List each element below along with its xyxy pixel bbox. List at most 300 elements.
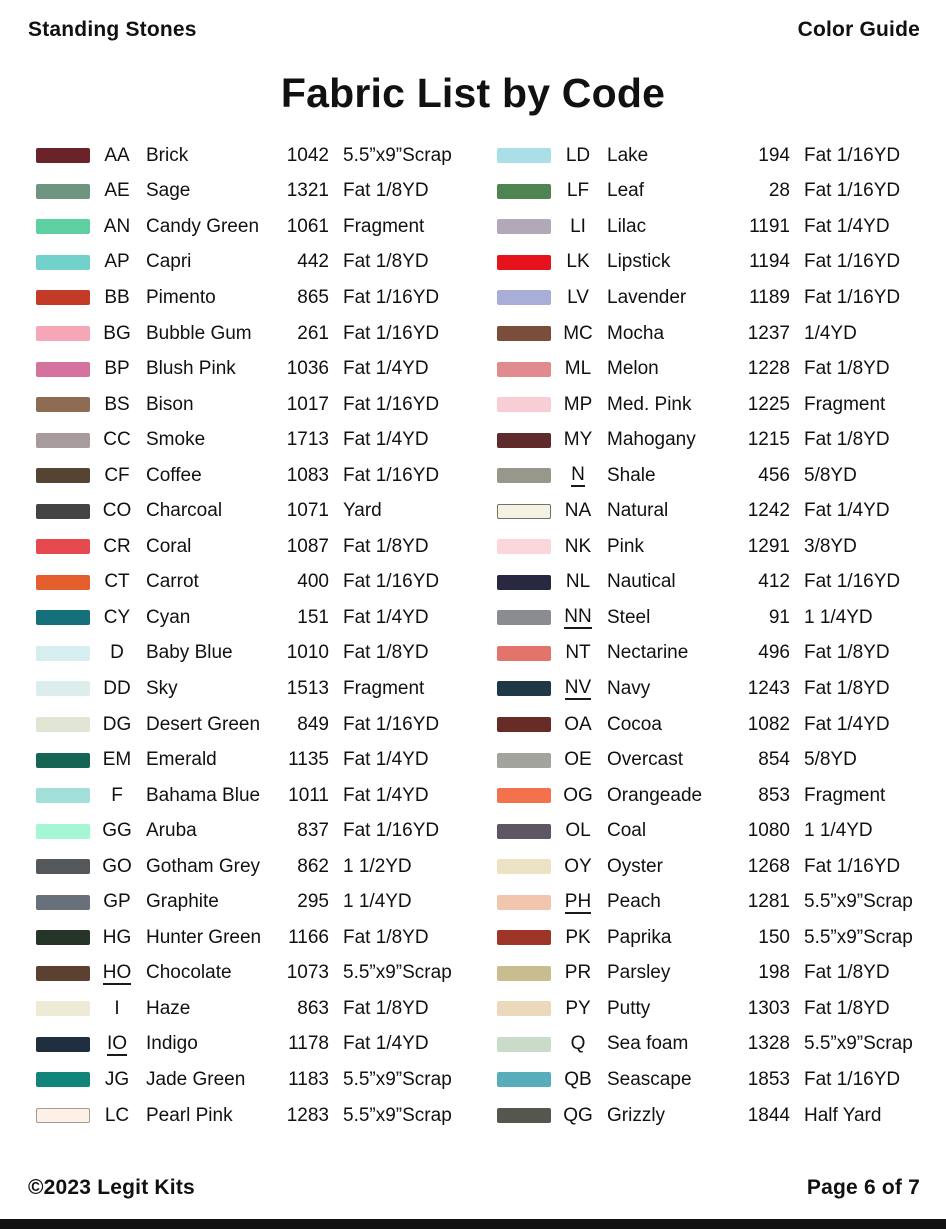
fabric-code: PR — [564, 962, 592, 984]
fabric-code: BS — [104, 393, 130, 415]
color-swatch — [36, 895, 90, 910]
fabric-row — [497, 174, 924, 210]
color-swatch — [497, 184, 551, 199]
color-swatch — [497, 1037, 551, 1052]
fabric-number: 1036 — [286, 358, 329, 380]
fabric-name: Cyan — [146, 606, 191, 628]
color-swatch — [36, 1037, 90, 1052]
fabric-name: Coffee — [146, 464, 202, 486]
fabric-name: Paprika — [607, 926, 672, 948]
fabric-name: Bison — [146, 393, 194, 415]
fabric-number: 865 — [297, 286, 329, 308]
fabric-row — [36, 1027, 463, 1063]
color-swatch — [497, 717, 551, 732]
fabric-name: Orangeade — [607, 784, 703, 806]
fabric-number: 1082 — [747, 713, 790, 735]
fabric-number: 849 — [297, 713, 329, 735]
fabric-number: 1853 — [747, 1068, 790, 1090]
fabric-cut-size: Fat 1/16YD — [343, 464, 440, 486]
fabric-name: Lavender — [607, 286, 687, 308]
color-swatch — [36, 753, 90, 768]
fabric-number: 295 — [297, 891, 329, 913]
fabric-name: Lake — [607, 144, 649, 166]
fabric-row — [36, 778, 463, 814]
fabric-cut-size: Fat 1/16YD — [343, 820, 440, 842]
fabric-code: AE — [104, 180, 130, 202]
fabric-row — [497, 316, 924, 352]
fabric-name: Shale — [607, 464, 656, 486]
fabric-cut-size: 5.5”x9”Scrap — [343, 144, 452, 166]
color-swatch — [36, 397, 90, 412]
fabric-row — [36, 742, 463, 778]
fabric-row — [497, 636, 924, 672]
fabric-name: Indigo — [146, 1033, 198, 1055]
fabric-code: DD — [103, 677, 131, 699]
color-swatch — [36, 468, 90, 483]
color-swatch — [497, 397, 551, 412]
fabric-name: Hunter Green — [146, 926, 262, 948]
fabric-number: 1194 — [749, 251, 790, 273]
fabric-cut-size: Fat 1/4YD — [804, 215, 890, 237]
fabric-cut-size: 1/4YD — [804, 322, 857, 344]
fabric-row — [36, 565, 463, 601]
fabric-row — [36, 351, 463, 387]
fabric-row — [36, 387, 463, 423]
fabric-cut-size: Yard — [343, 500, 382, 522]
fabric-number: 1087 — [286, 535, 329, 557]
fabric-number: 1080 — [747, 820, 790, 842]
page-header — [28, 18, 920, 42]
fabric-cut-size: 3/8YD — [804, 535, 857, 557]
fabric-row — [36, 707, 463, 743]
fabric-cut-size: Fat 1/8YD — [804, 429, 890, 451]
fabric-code: NL — [565, 571, 591, 593]
fabric-cut-size: 1 1/4YD — [804, 820, 873, 842]
fabric-row — [36, 316, 463, 352]
color-swatch — [497, 966, 551, 981]
fabric-number: 1303 — [747, 997, 790, 1019]
fabric-code: ML — [564, 358, 592, 380]
color-swatch — [497, 539, 551, 554]
fabric-name: Baby Blue — [146, 642, 233, 664]
color-swatch — [497, 433, 551, 448]
fabric-row — [497, 991, 924, 1027]
fabric-name: Sky — [146, 677, 178, 699]
fabric-cut-size: Fat 1/4YD — [343, 358, 429, 380]
color-swatch — [497, 753, 551, 768]
fabric-cut-size: Fat 1/4YD — [343, 749, 429, 771]
fabric-cut-size: 5.5”x9”Scrap — [343, 1104, 452, 1126]
fabric-number: 837 — [297, 820, 329, 842]
fabric-cut-size: Fat 1/16YD — [804, 1068, 901, 1090]
page-footer — [28, 1176, 920, 1200]
fabric-name: Cocoa — [607, 713, 662, 735]
color-swatch — [497, 148, 551, 163]
fabric-name: Carrot — [146, 571, 199, 593]
fabric-code: DG — [102, 713, 132, 735]
fabric-name: Putty — [607, 997, 651, 1019]
color-swatch — [36, 184, 90, 199]
fabric-code: CT — [104, 571, 130, 593]
fabric-code: NK — [564, 535, 592, 557]
fabric-row — [497, 387, 924, 423]
fabric-cut-size: Fragment — [804, 393, 886, 415]
fabric-number: 1513 — [286, 677, 329, 699]
fabric-cut-size: Fat 1/8YD — [804, 358, 890, 380]
fabric-cut-size: 5.5”x9”Scrap — [804, 926, 913, 948]
fabric-cut-size: Fat 1/8YD — [804, 962, 890, 984]
fabric-cut-size: Fat 1/16YD — [343, 393, 440, 415]
fabric-name: Coral — [146, 535, 192, 557]
fabric-row — [497, 245, 924, 281]
fabric-name: Gotham Grey — [146, 855, 261, 877]
color-swatch — [36, 610, 90, 625]
fabric-name: Pimento — [146, 286, 216, 308]
fabric-name: Blush Pink — [146, 358, 236, 380]
fabric-code: F — [111, 784, 123, 806]
fabric-row — [497, 422, 924, 458]
fabric-number: 1243 — [747, 677, 790, 699]
fabric-row — [497, 1062, 924, 1098]
fabric-code: QB — [564, 1068, 592, 1090]
fabric-number: 853 — [758, 784, 790, 806]
fabric-code: OL — [565, 820, 591, 842]
fabric-code: AA — [104, 144, 130, 166]
fabric-cut-size: Fat 1/16YD — [804, 286, 901, 308]
color-swatch — [497, 895, 551, 910]
fabric-number: 1321 — [286, 180, 329, 202]
fabric-cut-size: Fat 1/16YD — [804, 180, 901, 202]
fabric-row — [497, 600, 924, 636]
color-swatch — [36, 219, 90, 234]
fabric-cut-size: Fat 1/16YD — [804, 855, 901, 877]
fabric-code: HG — [102, 926, 132, 948]
pattern-name: Standing Stones — [28, 18, 197, 41]
fabric-number: 1281 — [747, 891, 790, 913]
fabric-code: LV — [567, 286, 589, 308]
fabric-cut-size: Fat 1/8YD — [804, 642, 890, 664]
fabric-number: 91 — [768, 606, 790, 628]
fabric-cut-size: 5.5”x9”Scrap — [804, 891, 913, 913]
fabric-cut-size: Fat 1/4YD — [343, 784, 429, 806]
fabric-code: MP — [563, 393, 593, 415]
fabric-row — [497, 1098, 924, 1134]
fabric-row — [497, 849, 924, 885]
fabric-row — [36, 636, 463, 672]
fabric-code: HO — [102, 961, 132, 983]
fabric-cut-size: Fat 1/8YD — [804, 677, 890, 699]
fabric-cut-size: Fat 1/16YD — [804, 144, 901, 166]
fabric-number: 1011 — [288, 784, 329, 806]
fabric-row — [497, 565, 924, 601]
fabric-name: Parsley — [607, 962, 671, 984]
fabric-row — [497, 778, 924, 814]
fabric-cut-size: Fat 1/16YD — [343, 713, 440, 735]
color-swatch — [497, 1072, 551, 1087]
fabric-number: 1242 — [747, 500, 790, 522]
fabric-number: 1291 — [747, 535, 790, 557]
fabric-row — [36, 458, 463, 494]
color-swatch — [36, 255, 90, 270]
fabric-row — [497, 742, 924, 778]
fabric-number: 1189 — [749, 286, 790, 308]
color-swatch — [36, 681, 90, 696]
fabric-cut-size: Fat 1/4YD — [804, 500, 890, 522]
fabric-code: LI — [570, 215, 586, 237]
color-swatch — [497, 1108, 551, 1123]
fabric-code: CC — [103, 429, 131, 451]
fabric-number: 1071 — [286, 500, 329, 522]
fabric-code: GO — [102, 855, 132, 877]
fabric-name: Seascape — [607, 1068, 692, 1090]
fabric-code: CO — [102, 500, 132, 522]
fabric-number: 1844 — [747, 1104, 790, 1126]
fabric-code: Q — [570, 1033, 586, 1055]
fabric-code: MY — [563, 429, 593, 451]
fabric-cut-size: 5/8YD — [804, 749, 857, 771]
fabric-cut-size: 5.5”x9”Scrap — [343, 1068, 452, 1090]
color-swatch — [497, 788, 551, 803]
fabric-cut-size: Fat 1/16YD — [804, 571, 901, 593]
fabric-name: Melon — [607, 358, 659, 380]
fabric-cut-size: Fat 1/4YD — [343, 606, 429, 628]
fabric-cut-size: Fat 1/8YD — [343, 180, 429, 202]
color-swatch — [497, 646, 551, 661]
fabric-code: JG — [104, 1068, 130, 1090]
color-swatch — [36, 433, 90, 448]
fabric-code: EM — [102, 749, 132, 771]
fabric-name: Leaf — [607, 180, 644, 202]
fabric-row — [36, 245, 463, 281]
fabric-name: Nautical — [607, 571, 676, 593]
fabric-code: CR — [103, 535, 131, 557]
fabric-row — [36, 422, 463, 458]
fabric-cut-size: Fat 1/16YD — [343, 322, 440, 344]
fabric-number: 1191 — [749, 215, 790, 237]
fabric-code: AP — [104, 251, 130, 273]
fabric-code: AN — [103, 215, 131, 237]
fabric-number: 1178 — [288, 1033, 329, 1055]
fabric-cut-size: 1 1/4YD — [804, 606, 873, 628]
fabric-number: 1017 — [286, 393, 329, 415]
fabric-number: 261 — [297, 322, 329, 344]
fabric-name: Chocolate — [146, 962, 232, 984]
color-swatch — [497, 824, 551, 839]
fabric-name: Grizzly — [607, 1104, 666, 1126]
fabric-name: Coal — [607, 820, 647, 842]
color-swatch — [36, 575, 90, 590]
fabric-number: 1135 — [288, 749, 329, 771]
fabric-number: 194 — [758, 144, 790, 166]
fabric-cut-size: 5.5”x9”Scrap — [343, 962, 452, 984]
fabric-cut-size: 5/8YD — [804, 464, 857, 486]
fabric-row — [36, 991, 463, 1027]
fabric-name: Desert Green — [146, 713, 261, 735]
fabric-code: LK — [566, 251, 590, 273]
fabric-number: 1183 — [288, 1068, 329, 1090]
fabric-code: N — [571, 464, 585, 486]
fabric-cut-size: Fat 1/8YD — [343, 535, 429, 557]
fabric-cut-size: Fat 1/8YD — [804, 997, 890, 1019]
fabric-number: 151 — [297, 606, 329, 628]
fabric-code: BG — [103, 322, 131, 344]
color-swatch — [497, 326, 551, 341]
fabric-row — [497, 529, 924, 565]
fabric-code: NA — [564, 500, 592, 522]
color-swatch — [36, 717, 90, 732]
fabric-number: 1061 — [286, 215, 329, 237]
fabric-name: Mocha — [607, 322, 665, 344]
color-swatch — [36, 859, 90, 874]
fabric-number: 1228 — [747, 358, 790, 380]
fabric-row — [36, 671, 463, 707]
fabric-name: Candy Green — [146, 215, 260, 237]
fabric-cut-size: Fat 1/16YD — [343, 571, 440, 593]
color-swatch — [36, 1072, 90, 1087]
color-swatch — [36, 646, 90, 661]
fabric-number: 456 — [758, 464, 790, 486]
fabric-name: Bahama Blue — [146, 784, 261, 806]
fabric-name: Haze — [146, 997, 191, 1019]
fabric-cut-size: 1 1/2YD — [343, 855, 412, 877]
color-swatch — [36, 290, 90, 305]
fabric-column-right — [497, 138, 924, 1133]
color-swatch — [497, 610, 551, 625]
fabric-number: 1225 — [747, 393, 790, 415]
fabric-number: 412 — [758, 571, 790, 593]
color-swatch — [497, 255, 551, 270]
fabric-code: PK — [565, 926, 591, 948]
fabric-name: Med. Pink — [607, 393, 692, 415]
fabric-number: 496 — [758, 642, 790, 664]
fabric-code: QG — [563, 1104, 593, 1126]
fabric-number: 1042 — [286, 144, 329, 166]
fabric-code: CF — [104, 464, 130, 486]
fabric-code: I — [114, 997, 120, 1019]
fabric-code: BP — [104, 358, 130, 380]
fabric-name: Sage — [146, 180, 191, 202]
fabric-row — [497, 956, 924, 992]
document-type-label: Color Guide — [797, 18, 920, 41]
fabric-cut-size: Fragment — [804, 784, 886, 806]
color-swatch — [36, 1001, 90, 1016]
fabric-code: LF — [566, 180, 590, 202]
fabric-row — [36, 884, 463, 920]
fabric-code: IO — [106, 1032, 128, 1054]
bottom-rule — [0, 1219, 946, 1229]
fabric-row — [36, 493, 463, 529]
fabric-code: NV — [564, 677, 592, 699]
color-swatch — [497, 219, 551, 234]
fabric-row — [497, 351, 924, 387]
fabric-code: LD — [565, 144, 591, 166]
fabric-column-left — [36, 138, 463, 1133]
fabric-row — [36, 956, 463, 992]
fabric-code: BB — [104, 286, 130, 308]
fabric-row — [497, 813, 924, 849]
fabric-name: Aruba — [146, 820, 197, 842]
fabric-cut-size: Fat 1/16YD — [804, 251, 901, 273]
fabric-cut-size: 5.5”x9”Scrap — [804, 1033, 913, 1055]
fabric-row — [36, 1098, 463, 1134]
fabric-number: 863 — [297, 997, 329, 1019]
color-swatch — [497, 1001, 551, 1016]
fabric-cut-size: Fragment — [343, 215, 425, 237]
fabric-row — [36, 849, 463, 885]
fabric-code: NN — [564, 606, 592, 628]
fabric-number: 1328 — [747, 1033, 790, 1055]
fabric-name: Sea foam — [607, 1033, 689, 1055]
fabric-name: Jade Green — [146, 1068, 246, 1090]
fabric-row — [36, 280, 463, 316]
fabric-code: NT — [565, 642, 591, 664]
fabric-code: OG — [563, 784, 593, 806]
fabric-row — [36, 920, 463, 956]
fabric-number: 150 — [758, 926, 790, 948]
fabric-row — [497, 920, 924, 956]
fabric-number: 1073 — [286, 962, 329, 984]
fabric-name: Steel — [607, 606, 651, 628]
fabric-cut-size: Fat 1/4YD — [343, 1033, 429, 1055]
fabric-number: 854 — [758, 749, 790, 771]
color-swatch — [497, 575, 551, 590]
fabric-code: PH — [564, 890, 592, 912]
fabric-row — [497, 280, 924, 316]
fabric-name: Navy — [607, 677, 651, 699]
fabric-code: PY — [565, 997, 591, 1019]
color-swatch — [36, 326, 90, 341]
fabric-number: 862 — [297, 855, 329, 877]
fabric-number: 28 — [768, 180, 790, 202]
fabric-row — [497, 458, 924, 494]
page-number: Page 6 of 7 — [806, 1176, 920, 1199]
color-swatch — [497, 504, 551, 519]
fabric-row — [497, 884, 924, 920]
fabric-number: 1283 — [286, 1104, 329, 1126]
fabric-row — [36, 813, 463, 849]
color-swatch — [36, 504, 90, 519]
color-swatch — [36, 539, 90, 554]
fabric-number: 1083 — [286, 464, 329, 486]
fabric-row — [497, 1027, 924, 1063]
fabric-code: OA — [564, 713, 592, 735]
fabric-code: OE — [564, 749, 592, 771]
fabric-row — [36, 1062, 463, 1098]
fabric-number: 400 — [297, 571, 329, 593]
fabric-name: Overcast — [607, 749, 684, 771]
color-swatch — [36, 930, 90, 945]
fabric-name: Pink — [607, 535, 644, 557]
fabric-row — [497, 138, 924, 174]
fabric-code: CY — [103, 606, 131, 628]
fabric-code: MC — [563, 322, 593, 344]
fabric-row — [36, 138, 463, 174]
fabric-code: D — [110, 642, 124, 664]
fabric-number: 1713 — [286, 429, 329, 451]
fabric-cut-size: Fat 1/8YD — [343, 926, 429, 948]
fabric-row — [36, 209, 463, 245]
fabric-name: Graphite — [146, 891, 219, 913]
color-swatch — [36, 362, 90, 377]
fabric-cut-size: Fat 1/16YD — [343, 286, 440, 308]
fabric-name: Peach — [607, 891, 661, 913]
color-swatch — [36, 966, 90, 981]
color-swatch — [497, 362, 551, 377]
fabric-number: 1268 — [747, 855, 790, 877]
fabric-name: Natural — [607, 500, 669, 522]
fabric-name: Mahogany — [607, 429, 696, 451]
page-title: Fabric List by Code — [280, 70, 666, 116]
